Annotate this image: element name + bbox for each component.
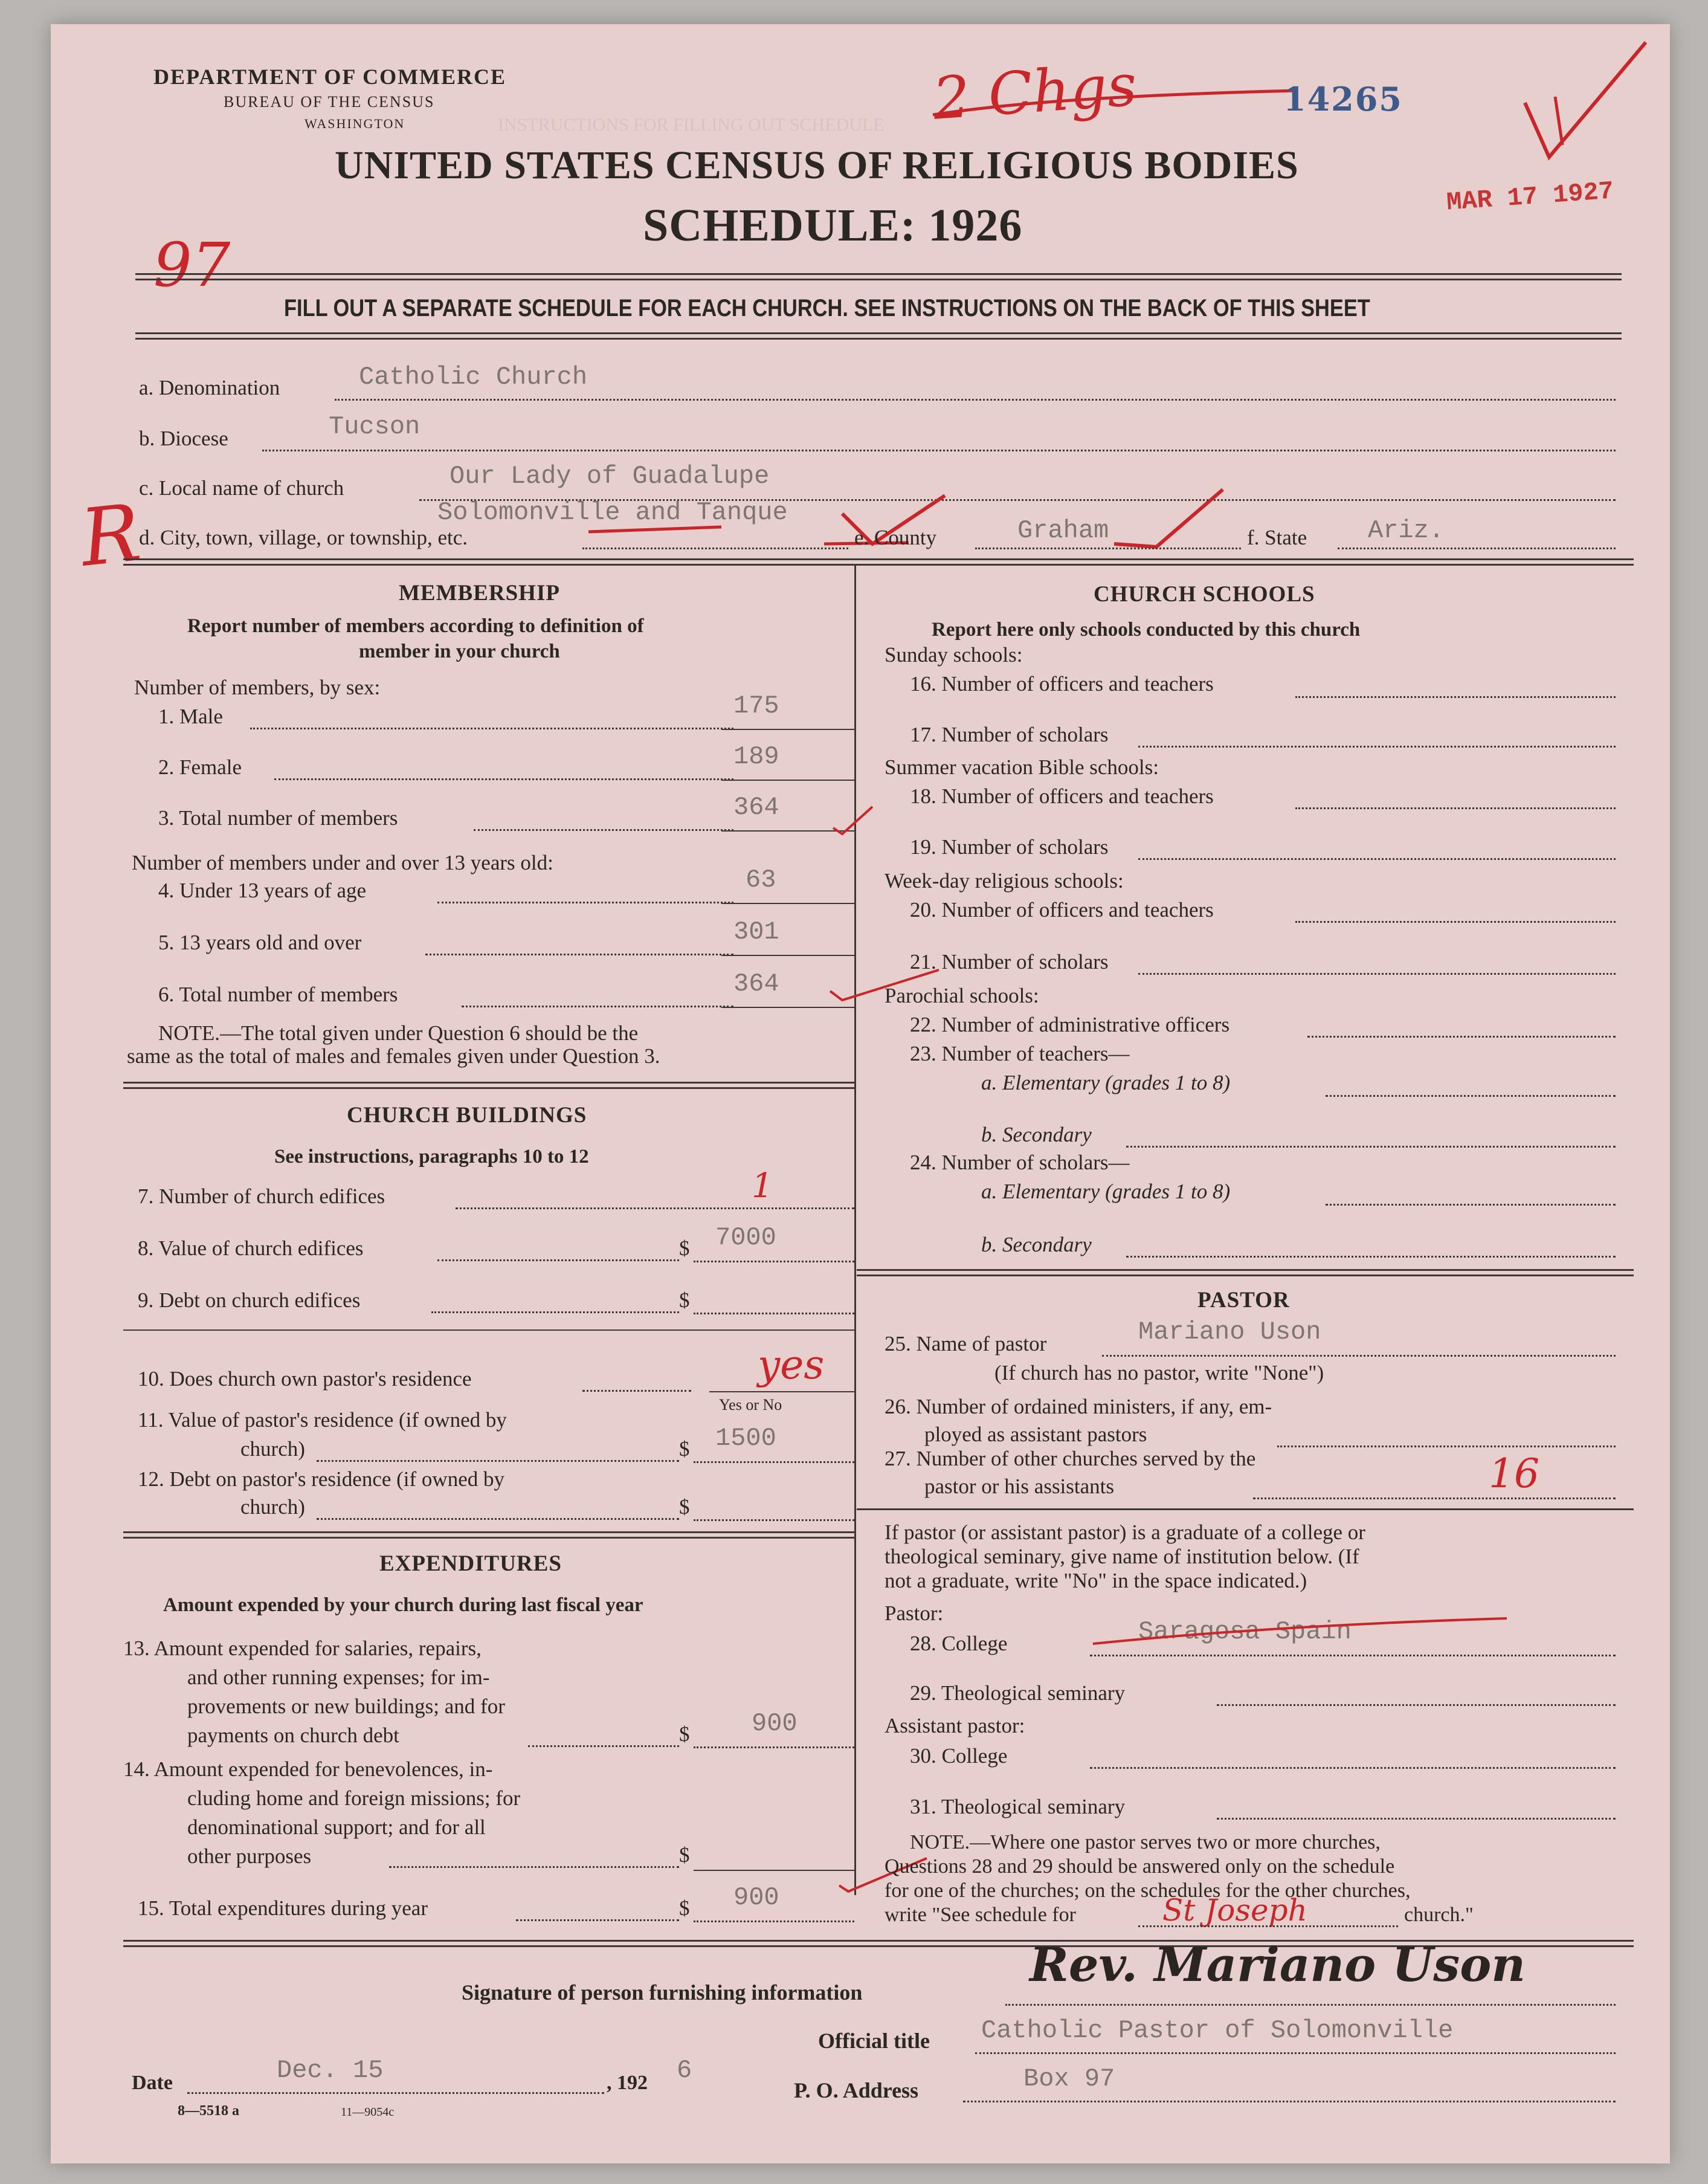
official-title-value[interactable]: Catholic Pastor of Solomonville	[981, 2016, 1454, 2045]
q2-female-value[interactable]: 189	[733, 742, 779, 771]
q27-line	[1253, 1497, 1616, 1499]
q9-dots	[431, 1311, 679, 1313]
q8-label: 8. Value of church edifices	[138, 1236, 364, 1260]
q19-label: 19. Number of scholars	[910, 835, 1109, 859]
city-label: d. City, town, village, or township, etc.	[139, 526, 468, 549]
schools-rule	[857, 1269, 1634, 1276]
q18-line	[1295, 807, 1616, 809]
q22-line	[1307, 1036, 1616, 1038]
q3-label: 3. Total number of members	[158, 806, 398, 830]
instruction-line: FILL OUT A SEPARATE SCHEDULE FOR EACH CHURCH. SEE INSTRUCTIONS ON THE BACK OF THIS SHEET	[284, 295, 1370, 321]
q10-dots	[582, 1390, 691, 1392]
header-rule-bottom	[135, 332, 1622, 340]
diocese-line	[262, 450, 1616, 451]
q4-label: 4. Under 13 years of age	[158, 879, 367, 902]
membership-rule	[123, 1082, 854, 1089]
q23a-label: a. Elementary (grades 1 to 8)	[981, 1071, 1231, 1094]
q14-underline	[694, 1870, 854, 1871]
q14-line4: other purposes	[187, 1844, 312, 1868]
q15-dollar: $	[679, 1896, 690, 1920]
q14-line2: cluding home and foreign missions; for	[187, 1786, 521, 1810]
handwritten-charges: 2 Chgs	[930, 51, 1139, 133]
q19-line	[1138, 858, 1616, 860]
q28-college-value[interactable]: Saragosa Spain	[1138, 1617, 1352, 1646]
q30-line	[1090, 1767, 1616, 1769]
q25-pastor-name[interactable]: Mariano Uson	[1138, 1317, 1321, 1346]
q15-dots	[516, 1919, 679, 1921]
pastor-note-line4a: write "See schedule for	[885, 1904, 1076, 1926]
assistant-pastor-label: Assistant pastor:	[885, 1714, 1025, 1737]
q1-label: 1. Male	[158, 705, 223, 728]
membership-note-line2: same as the total of males and females given under Question 3.	[127, 1044, 660, 1068]
pastor-rule	[857, 1508, 1634, 1510]
pastor-heading: PASTOR	[1197, 1288, 1290, 1313]
q17-line	[1138, 746, 1616, 748]
department-name: DEPARTMENT OF COMMERCE	[153, 65, 507, 89]
q11-underline	[694, 1461, 854, 1463]
q2-dots	[274, 778, 733, 780]
year-prefix: , 192	[607, 2072, 648, 2094]
q13-value[interactable]: 900	[752, 1709, 798, 1738]
schedule-year: SCHEDULE: 1926	[643, 200, 1023, 251]
form-number: 8—5518 a	[178, 2103, 239, 2119]
identity-rule	[123, 558, 1634, 566]
q23-label: 23. Number of teachers—	[910, 1042, 1130, 1065]
q4-underline	[721, 903, 854, 904]
q13-underline	[694, 1746, 854, 1748]
print-code: 11—9054c	[341, 2105, 395, 2119]
summer-schools-label: Summer vacation Bible schools:	[885, 755, 1159, 779]
q12-dollar: $	[679, 1495, 690, 1519]
see-schedule-line	[1138, 1925, 1398, 1927]
q14-label	[123, 1755, 520, 1871]
q29-label: 29. Theological seminary	[910, 1681, 1126, 1705]
pastor-note-line4b: church."	[1404, 1904, 1474, 1926]
q9-rule	[123, 1329, 854, 1331]
year-digit[interactable]: 6	[677, 2056, 692, 2085]
q11-value[interactable]: 1500	[715, 1424, 776, 1453]
q8-underline	[694, 1261, 854, 1262]
q23a-line	[1326, 1095, 1616, 1097]
q5-underline	[721, 955, 854, 956]
q21-line	[1138, 973, 1616, 975]
buildings-heading: CHURCH BUILDINGS	[347, 1103, 587, 1128]
q18-label: 18. Number of officers and teachers	[910, 784, 1214, 808]
city-line	[582, 548, 848, 549]
q8-dollar: $	[679, 1236, 690, 1260]
schools-heading: CHURCH SCHOOLS	[1094, 582, 1315, 607]
graduate-instructions-line3: not a graduate, write "No" in the space indicated.)	[885, 1569, 1307, 1592]
date-value[interactable]: Dec. 15	[277, 2056, 384, 2085]
q31-label: 31. Theological seminary	[910, 1795, 1126, 1818]
date-line	[187, 2092, 604, 2094]
q11-label-line1: 11. Value of pastor's residence (if owned by	[138, 1408, 507, 1432]
q6-total-value[interactable]: 364	[733, 969, 779, 998]
state-label: f. State	[1247, 526, 1307, 549]
q13-dots	[528, 1745, 679, 1747]
census-schedule-sheet	[51, 24, 1670, 2163]
q1-underline	[721, 729, 854, 730]
bleed-through-text: INSTRUCTIONS FOR FILLING OUT SCHEDULE	[498, 115, 885, 135]
weekday-schools-label: Week-day religious schools:	[885, 869, 1124, 893]
q15-underline	[694, 1921, 854, 1922]
county-label: e. County	[854, 526, 937, 549]
q24a-label: a. Elementary (grades 1 to 8)	[981, 1180, 1231, 1203]
q3-total-value[interactable]: 364	[733, 793, 779, 822]
po-address-label: P. O. Address	[794, 2078, 919, 2102]
county-line	[975, 548, 1241, 549]
q13-dollar: $	[679, 1722, 690, 1746]
q12-label-line1: 12. Debt on pastor's residence (if owned by	[138, 1467, 504, 1491]
q2-label: 2. Female	[158, 755, 242, 779]
q26-label-line1: 26. Number of ordained ministers, if any, em-	[885, 1395, 1272, 1418]
q13-line1: 13. Amount expended for salaries, repairs,	[123, 1636, 482, 1660]
membership-heading: MEMBERSHIP	[399, 581, 560, 606]
sunday-schools-label: Sunday schools:	[885, 643, 1023, 667]
column-divider	[854, 566, 856, 1895]
washington: WASHINGTON	[305, 116, 405, 131]
diocese-value[interactable]: Tucson	[329, 412, 421, 441]
q13-line3: provements or new buildings; and for	[187, 1695, 505, 1718]
q25-label: 25. Name of pastor	[885, 1332, 1047, 1355]
q13-line2: and other running expenses; for im-	[187, 1665, 490, 1689]
denomination-value[interactable]: Catholic Church	[359, 363, 588, 392]
handwritten-letter: R	[76, 486, 145, 584]
graduate-instructions-line1: If pastor (or assistant pastor) is a graduate of a college or	[885, 1520, 1365, 1544]
q9-dollar: $	[679, 1288, 690, 1312]
po-address-line	[963, 2101, 1616, 2102]
q11-dots	[317, 1460, 679, 1462]
q14-dots	[389, 1866, 679, 1868]
signature-value[interactable]: Rev. Mariano Uson	[1030, 1937, 1526, 1992]
q11-dollar: $	[679, 1437, 690, 1461]
q3-dots	[474, 829, 733, 831]
q25-line	[1102, 1355, 1616, 1357]
local-name-label: c. Local name of church	[139, 476, 344, 500]
q24a-line	[1326, 1204, 1616, 1206]
buildings-rule	[123, 1531, 854, 1539]
denomination-line	[335, 399, 1616, 401]
q29-line	[1217, 1704, 1616, 1706]
q24-label: 24. Number of scholars—	[910, 1151, 1130, 1174]
city-value[interactable]: Solomonville and Tanque	[437, 498, 788, 527]
state-value[interactable]: Ariz.	[1368, 516, 1445, 545]
bureau-name: BUREAU OF THE CENSUS	[224, 93, 435, 111]
q11-label-line2: church)	[240, 1437, 305, 1461]
q27-label-line2: pastor or his assistants	[924, 1475, 1115, 1498]
members-by-sex: Number of members, by sex:	[134, 676, 381, 699]
parochial-schools-label: Parochial schools:	[885, 984, 1039, 1007]
red-check-marks	[570, 483, 1356, 562]
q31-line	[1217, 1818, 1616, 1820]
q21-label: 21. Number of scholars	[910, 950, 1109, 974]
pastor-note-line1: NOTE.—Where one pastor serves two or more churches,	[910, 1831, 1381, 1853]
q5-dots	[425, 954, 733, 955]
q12-dots	[317, 1518, 679, 1520]
q8-dots	[437, 1259, 679, 1261]
form-title: UNITED STATES CENSUS OF RELIGIOUS BODIES	[335, 143, 1299, 187]
handwritten-number: 97	[153, 230, 231, 300]
q26-line	[1277, 1446, 1616, 1447]
buildings-subheading: See instructions, paragraphs 10 to 12	[274, 1146, 589, 1168]
q6-label: 6. Total number of members	[158, 983, 398, 1006]
q9-underline	[694, 1313, 854, 1314]
q7-label: 7. Number of church edifices	[138, 1184, 385, 1208]
q16-line	[1295, 696, 1616, 698]
membership-intro-line1: Report number of members according to definition of	[187, 615, 644, 637]
pastor-note-line2: Questions 28 and 29 should be answered only on the schedule	[885, 1855, 1395, 1878]
q23b-label: b. Secondary	[981, 1123, 1092, 1146]
q12-label-line2: church)	[240, 1495, 305, 1519]
q2-underline	[721, 780, 854, 781]
q9-label: 9. Debt on church edifices	[138, 1288, 361, 1312]
q15-value[interactable]: 900	[733, 1883, 779, 1912]
q25-hint: (If church has no pastor, write "None")	[994, 1361, 1324, 1384]
membership-note-line1: NOTE.—The total given under Question 6 should be the	[158, 1021, 639, 1045]
schools-subheading: Report here only schools conducted by this church	[932, 619, 1361, 641]
state-line	[1338, 548, 1616, 549]
q20-label: 20. Number of officers and teachers	[910, 898, 1214, 922]
diocese-label: b. Diocese	[139, 427, 228, 450]
q1-male-value[interactable]: 175	[733, 691, 779, 720]
expenditures-subheading: Amount expended by your church during last fiscal year	[163, 1594, 643, 1616]
q14-dollar: $	[679, 1843, 690, 1867]
q10-residence-value[interactable]: yes	[758, 1342, 825, 1388]
q10-underline	[709, 1391, 854, 1392]
graduate-instructions-line2: theological seminary, give name of institution below. (If	[885, 1545, 1359, 1568]
membership-intro-line2: member in your church	[359, 641, 560, 662]
q7-dots	[456, 1207, 854, 1209]
q28-line	[1090, 1655, 1616, 1656]
members-by-age: Number of members under and over 13 years old:	[132, 851, 553, 874]
q16-label: 16. Number of officers and teachers	[910, 672, 1214, 696]
expenditures-heading: EXPENDITURES	[379, 1551, 562, 1576]
q3-check-icon	[830, 804, 878, 840]
q27-label-line1: 27. Number of other churches served by the	[885, 1447, 1256, 1470]
q23b-line	[1126, 1146, 1616, 1148]
q14-line1: 14. Amount expended for benevolences, in-	[123, 1757, 493, 1781]
county-value[interactable]: Graham	[1017, 516, 1109, 545]
checkmark-icon	[1513, 36, 1658, 169]
signature-label: Signature of person furnishing information	[462, 1980, 863, 2005]
q7-edifices-value[interactable]: 1	[752, 1166, 773, 1206]
received-date-stamp: MAR 17 1927	[1445, 176, 1615, 218]
q5-over13-value[interactable]: 301	[733, 917, 779, 946]
schedule-number-stamp: 14265	[1283, 80, 1403, 118]
official-title-label: Official title	[818, 2029, 930, 2053]
q13-line4: payments on church debt	[187, 1724, 399, 1747]
q10-hint: Yes or No	[719, 1396, 782, 1413]
signature-line	[1005, 2004, 1616, 2006]
q14-line3: denominational support; and for all	[187, 1815, 486, 1839]
q27-other-churches-value[interactable]: 16	[1489, 1450, 1539, 1497]
pastor-note-line3: for one of the churches; on the schedules for the other churches,	[885, 1879, 1411, 1902]
po-address-value[interactable]: Box 97	[1023, 2064, 1115, 2093]
q30-label: 30. College	[910, 1744, 1008, 1768]
see-schedule-value[interactable]: St Joseph	[1162, 1893, 1307, 1928]
q4-dots	[437, 902, 733, 903]
charges-strikethrough	[927, 79, 1301, 127]
q20-line	[1295, 921, 1616, 923]
header-rule-top	[135, 273, 1622, 280]
q28-label: 28. College	[910, 1632, 1008, 1655]
q28-redline	[1090, 1614, 1513, 1650]
q26-label-line2: ployed as assistant pastors	[924, 1423, 1147, 1446]
q15-label: 15. Total expenditures during year	[138, 1896, 428, 1920]
q17-label: 17. Number of scholars	[910, 723, 1109, 746]
q24b-line	[1126, 1256, 1616, 1258]
q4-under13-value[interactable]: 63	[746, 865, 776, 894]
q12-underline	[694, 1519, 854, 1521]
q1-dots	[250, 728, 733, 729]
q5-label: 5. 13 years old and over	[158, 931, 362, 954]
q8-value[interactable]: 7000	[715, 1223, 776, 1252]
official-title-line	[975, 2052, 1616, 2054]
q22-label: 22. Number of administrative officers	[910, 1013, 1230, 1036]
q13-label	[123, 1634, 505, 1750]
denomination-label: a. Denomination	[139, 376, 280, 399]
local-name-value[interactable]: Our Lady of Guadalupe	[450, 462, 770, 491]
pastor-sub-label: Pastor:	[885, 1601, 944, 1625]
date-label: Date	[132, 2072, 173, 2094]
q6-dots	[462, 1006, 733, 1007]
q24b-label: b. Secondary	[981, 1233, 1092, 1256]
q10-label: 10. Does church own pastor's residence	[138, 1367, 472, 1391]
